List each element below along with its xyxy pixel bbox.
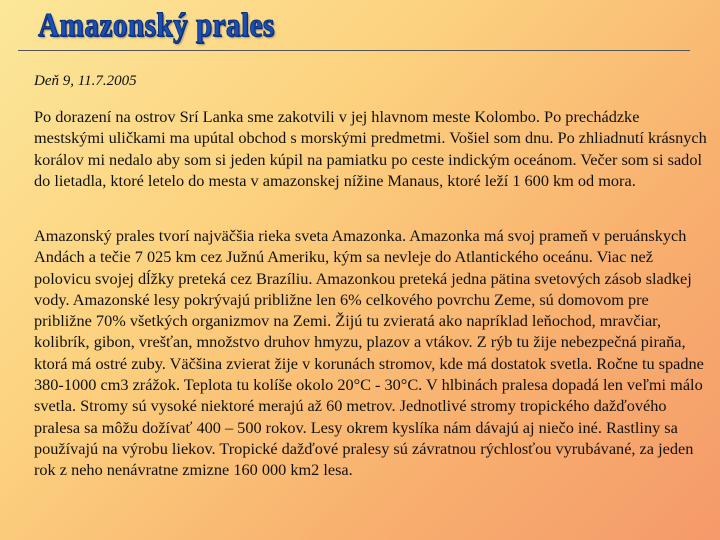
entry-date: Deň 9, 11.7.2005	[34, 73, 137, 89]
paragraph-amazon-facts: Amazonský prales tvorí najväčšia rieka sveta Amazonka. Amazonka má svoj prameň v peruánskych Andách a tečie 7 025 km cez Južnú Ameriku, kým sa nevleje do Atlantického oceánu. Viac než polovicu svojej dĺžky preteká cez Brazíliu. Amazonkou preteká jedna pätina svetových zásob sladkej vody. Amazonské lesy pokrývajú približne len 6% celkového povrchu Zeme, sú domovom pre približne 70% všetkých organizmov na Zemi. Žijú tu zvieratá ako napríklad leňochod, mravčiar, kolibrík, gibon, vrešťan, množstvo druhov hmyzu, plazov a vtákov. Z rýb tu žije nebezpečná piraňa, ktorá má ostré zuby. Väčšina zvierat žije v korunách stromov, kde má dostatok svetla. Ročne tu spadne 380-1000 cm3 zrážok. Teplota tu kolíše okolo 20°C - 30°C. V hlbinách pralesa dopadá len veľmi málo svetla. Stromy sú vysoké niektoré merajú až 60 metrov. Jednotlivé stromy tropického dažďového pralesa sa môžu dožívať 400 – 500 rokov. Lesy okrem kyslíka nám dávajú aj niečo iné. Rastliny sa používajú na výrobu liekov. Tropické dažďové pralesy sú závratnou rýchlosťou vyrubávané, za jeden rok z neho nenávratne zmizne 160 000 km2 lesa.	[34, 226, 704, 480]
slide-title: Amazonský prales	[38, 7, 275, 44]
paragraph-arrival: Po dorazení na ostrov Srí Lanka sme zakotvili v jej hlavnom meste Kolombo. Po prechádzke mestskými uličkami ma upútal obchod s morskými predmetmi. Vošiel som dnu. Po zhliadnutí krásnych korálov mi nedalo aby som si jeden kúpil na pamiatku po ceste indickým oceánom. Večer som si sadol do lietadla, ktoré letelo do mesta v amazonskej nížine Manaus, ktoré leží 1 600 km od mora.	[34, 107, 707, 190]
title-divider	[18, 50, 690, 51]
